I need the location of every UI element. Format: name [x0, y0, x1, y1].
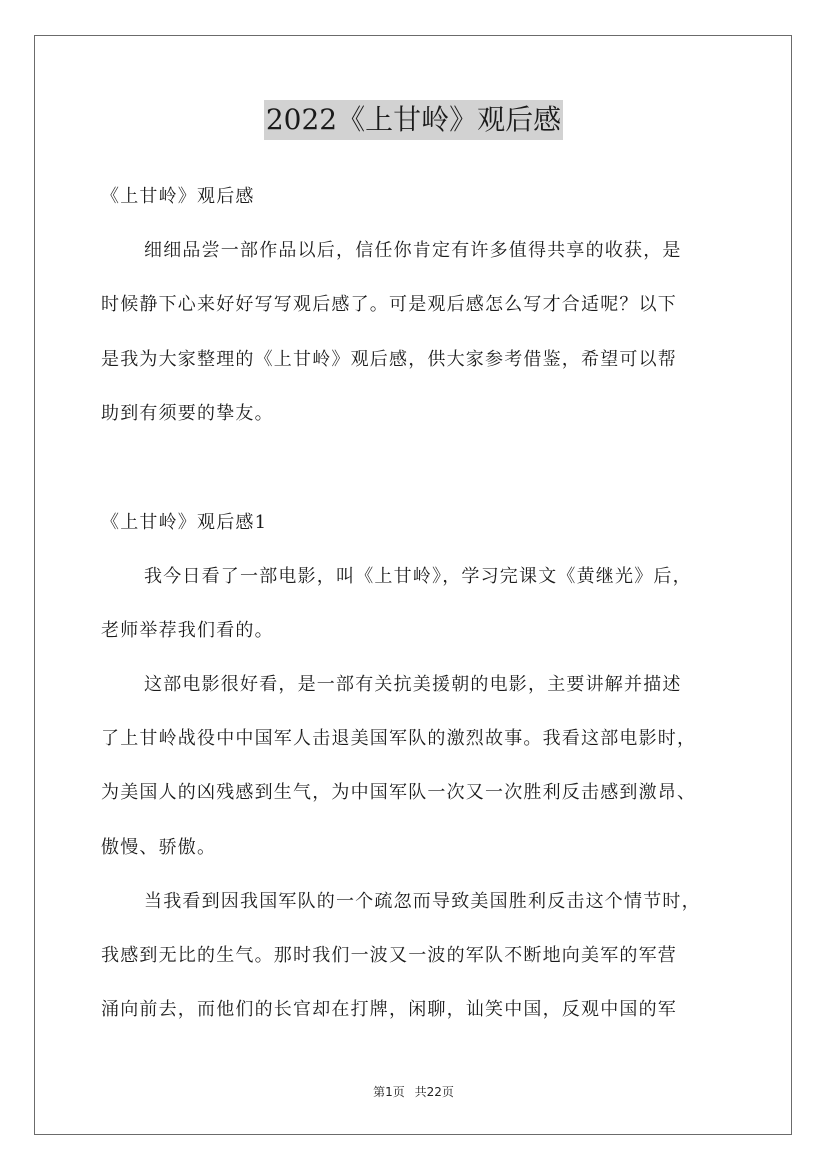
document-title: 2022《上甘岭》观后感: [264, 100, 563, 140]
para1-line: 我今日看了一部电影，叫《上甘岭》，学习完课文《黄继光》后，: [144, 566, 692, 587]
para2-line: 这部电影很好看，是一部有关抗美援朝的电影，主要讲解并描述: [144, 674, 682, 695]
section1-heading: 《上甘岭》观后感1: [101, 512, 268, 533]
para2-line: 傲慢、骄傲。: [101, 837, 217, 858]
title-container: [0, 100, 827, 140]
page-footer: [0, 1083, 827, 1100]
intro-line: 细细品尝一部作品以后，信任你肯定有许多值得共享的收获，是: [144, 240, 682, 261]
para3-line: 我感到无比的生气。那时我们一波又一波的军队不断地向美军的军营: [101, 945, 677, 966]
intro-line: 助到有须要的挚友。: [101, 403, 274, 424]
para3-line: 涌向前去，而他们的长官却在打牌，闲聊，讪笑中国，反观中国的军: [101, 999, 677, 1020]
page-total: 共22页: [414, 1085, 454, 1099]
page-number: 第1页: [373, 1085, 405, 1099]
para3-line: 当我看到因我国军队的一个疏忽而导致美国胜利反击这个情节时，: [144, 891, 701, 912]
intro-line: 是我为大家整理的《上甘岭》观后感，供大家参考借鉴，希望可以帮: [101, 349, 677, 370]
para2-line: 为美国人的凶残感到生气，为中国军队一次又一次胜利反击感到激昂、: [101, 782, 697, 803]
intro-line: 时候静下心来好好写写观后感了。可是观后感怎么写才合适呢？以下: [101, 294, 677, 315]
para2-line: 了上甘岭战役中中国军人击退美国军队的激烈故事。我看这部电影时，: [101, 728, 697, 749]
para1-line: 老师举荐我们看的。: [101, 620, 274, 641]
intro-heading: 《上甘岭》观后感: [101, 186, 255, 207]
